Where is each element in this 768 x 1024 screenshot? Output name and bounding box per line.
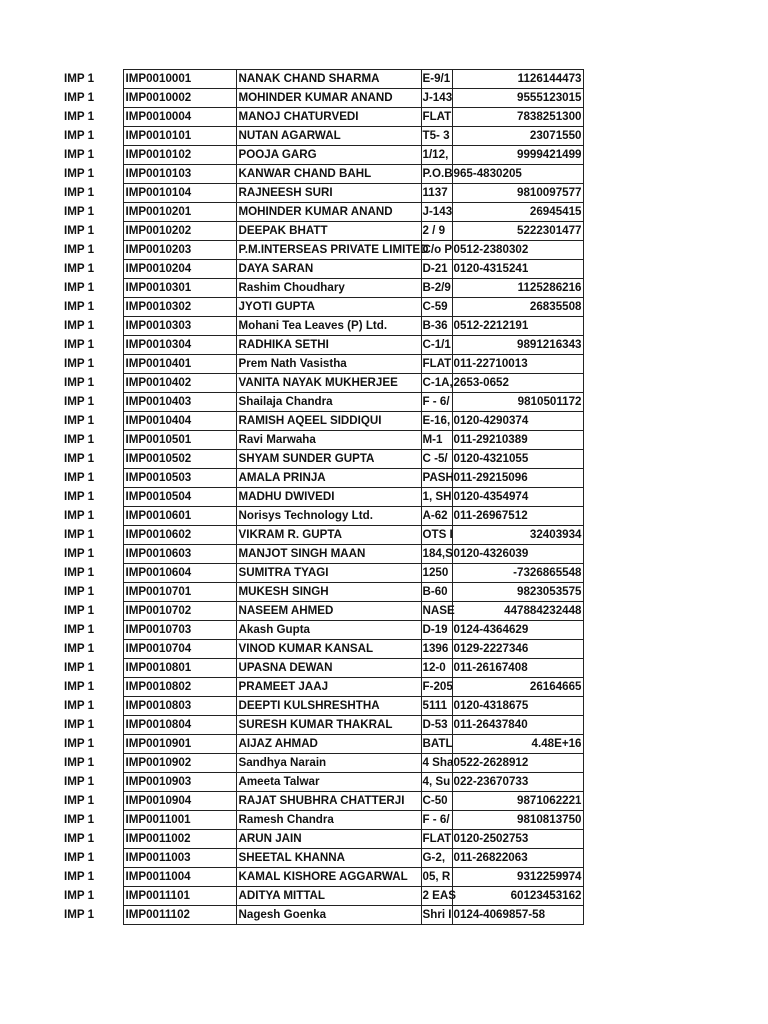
name-cell[interactable]: DEEPTI KULSHRESHTHA xyxy=(236,697,421,716)
table-row xyxy=(62,146,583,165)
phone-cell[interactable]: 0512-2212191 xyxy=(452,317,583,336)
name-cell[interactable]: Nagesh Goenka xyxy=(236,906,421,925)
code-cell[interactable]: IMP0010203 xyxy=(123,241,236,260)
table-row xyxy=(62,564,583,583)
code-cell[interactable]: IMP0010902 xyxy=(123,754,236,773)
name-cell[interactable]: Ramesh Chandra xyxy=(236,811,421,830)
zone-cell[interactable]: IMP 1 xyxy=(64,528,95,541)
address-cell[interactable]: A-62 xyxy=(421,507,452,526)
code-cell[interactable]: IMP0010501 xyxy=(123,431,236,450)
zone-cell[interactable]: IMP 1 xyxy=(64,851,95,864)
zone-cell[interactable]: IMP 1 xyxy=(64,376,95,389)
table-row xyxy=(62,602,583,621)
phone-cell[interactable]: 011-22710013 xyxy=(452,355,583,374)
address-cell[interactable]: 2 EAS xyxy=(421,887,452,906)
address-cell[interactable]: 12-0 xyxy=(421,659,452,678)
name-cell[interactable]: RAMISH AQEEL SIDDIQUI xyxy=(236,412,421,431)
zone-cell[interactable]: IMP 1 xyxy=(64,186,95,199)
phone-cell[interactable]: 011-26167408 xyxy=(452,659,583,678)
phone-cell[interactable]: 011-26822063 xyxy=(452,849,583,868)
zone-cell[interactable]: IMP 1 xyxy=(64,224,95,237)
zone-cell[interactable]: IMP 1 xyxy=(64,737,95,750)
address-cell[interactable]: P.O.B xyxy=(421,165,452,184)
phone-cell[interactable]: 4.48E+16 xyxy=(452,735,583,754)
name-cell[interactable]: SHEETAL KHANNA xyxy=(236,849,421,868)
table-row xyxy=(62,659,583,678)
code-cell[interactable]: IMP0010301 xyxy=(123,279,236,298)
table-row xyxy=(62,640,583,659)
code-cell[interactable]: IMP0010403 xyxy=(123,393,236,412)
zone-cell[interactable]: IMP 1 xyxy=(64,775,95,788)
zone-cell[interactable]: IMP 1 xyxy=(64,718,95,731)
address-cell[interactable]: E-9/1 xyxy=(421,70,452,89)
code-cell[interactable]: IMP0010503 xyxy=(123,469,236,488)
name-cell[interactable]: RAJAT SHUBHRA CHATTERJI xyxy=(236,792,421,811)
name-cell[interactable]: Rashim Choudhary xyxy=(236,279,421,298)
phone-cell[interactable]: 011-29215096 xyxy=(452,469,583,488)
table-row xyxy=(62,792,583,811)
address-cell[interactable]: C-1/1 xyxy=(421,336,452,355)
phone-cell[interactable]: 2653-0652 xyxy=(452,374,583,393)
name-cell[interactable]: MANOJ CHATURVEDI xyxy=(236,108,421,127)
code-cell[interactable]: IMP0010304 xyxy=(123,336,236,355)
code-cell[interactable]: IMP0010404 xyxy=(123,412,236,431)
zone-cell[interactable]: IMP 1 xyxy=(64,566,95,579)
name-cell[interactable]: PRAMEET JAAJ xyxy=(236,678,421,697)
code-cell[interactable]: IMP0010401 xyxy=(123,355,236,374)
address-cell[interactable]: 2 / 9 xyxy=(421,222,452,241)
table-row xyxy=(62,70,583,89)
code-cell[interactable]: IMP0010204 xyxy=(123,260,236,279)
address-cell[interactable]: C-1A, xyxy=(421,374,452,393)
phone-cell[interactable]: 0120-4321055 xyxy=(452,450,583,469)
zone-cell[interactable]: IMP 1 xyxy=(64,623,95,636)
records-table-body xyxy=(62,70,583,925)
name-cell[interactable]: DAYA SARAN xyxy=(236,260,421,279)
address-cell[interactable]: FLAT xyxy=(421,830,452,849)
name-cell[interactable]: RAJNEESH SURI xyxy=(236,184,421,203)
name-cell[interactable]: JYOTI GUPTA xyxy=(236,298,421,317)
phone-cell[interactable]: 0120-4318675 xyxy=(452,697,583,716)
zone-cell[interactable]: IMP 1 xyxy=(64,908,95,921)
name-cell[interactable]: Ameeta Talwar xyxy=(236,773,421,792)
address-cell[interactable]: F-205 xyxy=(421,678,452,697)
code-cell[interactable]: IMP0010802 xyxy=(123,678,236,697)
name-cell[interactable]: MOHINDER KUMAR ANAND xyxy=(236,203,421,222)
address-cell[interactable]: Shri I xyxy=(421,906,452,925)
name-cell[interactable]: AIJAZ AHMAD xyxy=(236,735,421,754)
address-cell[interactable]: B-2/9 xyxy=(421,279,452,298)
phone-cell[interactable]: 447884232448 xyxy=(452,602,583,621)
phone-cell[interactable]: 9810501172 xyxy=(452,393,583,412)
code-cell[interactable]: IMP0010101 xyxy=(123,127,236,146)
phone-cell[interactable]: 26164665 xyxy=(452,678,583,697)
table-row xyxy=(62,906,583,925)
zone-cell[interactable]: IMP 1 xyxy=(64,452,95,465)
zone-cell[interactable]: IMP 1 xyxy=(64,262,95,275)
code-cell[interactable]: IMP0010102 xyxy=(123,146,236,165)
code-cell[interactable]: IMP0010803 xyxy=(123,697,236,716)
address-cell[interactable]: OTS I xyxy=(421,526,452,545)
zone-cell[interactable]: IMP 1 xyxy=(64,604,95,617)
table-row xyxy=(62,355,583,374)
name-cell[interactable]: MANJOT SINGH MAAN xyxy=(236,545,421,564)
table-row xyxy=(62,621,583,640)
name-cell[interactable]: MOHINDER KUMAR ANAND xyxy=(236,89,421,108)
address-cell[interactable]: E-16, xyxy=(421,412,452,431)
address-cell[interactable]: NASE xyxy=(421,602,452,621)
zone-cell[interactable]: IMP 1 xyxy=(64,243,95,256)
address-cell[interactable]: C -5/ xyxy=(421,450,452,469)
name-cell[interactable]: KAMAL KISHORE AGGARWAL xyxy=(236,868,421,887)
phone-cell[interactable]: 23071550 xyxy=(452,127,583,146)
code-cell[interactable]: IMP0010504 xyxy=(123,488,236,507)
name-cell[interactable]: SURESH KUMAR THAKRAL xyxy=(236,716,421,735)
name-cell[interactable]: Sandhya Narain xyxy=(236,754,421,773)
code-cell[interactable]: IMP0010402 xyxy=(123,374,236,393)
zone-cell[interactable]: IMP 1 xyxy=(64,110,95,123)
phone-cell[interactable]: 965-4830205 xyxy=(452,165,583,184)
zone-cell[interactable]: IMP 1 xyxy=(64,547,95,560)
zone-cell[interactable]: IMP 1 xyxy=(64,642,95,655)
zone-cell[interactable]: IMP 1 xyxy=(64,395,95,408)
name-cell[interactable]: SHYAM SUNDER GUPTA xyxy=(236,450,421,469)
address-cell[interactable]: 184,S xyxy=(421,545,452,564)
phone-cell[interactable]: 9823053575 xyxy=(452,583,583,602)
code-cell[interactable]: IMP0010004 xyxy=(123,108,236,127)
zone-cell[interactable]: IMP 1 xyxy=(64,148,95,161)
table-row xyxy=(62,127,583,146)
records-table xyxy=(62,69,584,925)
zone-cell[interactable]: IMP 1 xyxy=(64,813,95,826)
phone-cell[interactable]: 011-29210389 xyxy=(452,431,583,450)
table-row xyxy=(62,317,583,336)
phone-cell[interactable]: 1126144473 xyxy=(452,70,583,89)
table-row xyxy=(62,583,583,602)
address-cell[interactable]: D-53 xyxy=(421,716,452,735)
table-row xyxy=(62,393,583,412)
address-cell[interactable]: 1, SH xyxy=(421,488,452,507)
phone-cell[interactable]: 9871062221 xyxy=(452,792,583,811)
zone-cell[interactable]: IMP 1 xyxy=(64,72,95,85)
name-cell[interactable]: DEEPAK BHATT xyxy=(236,222,421,241)
address-cell[interactable]: 4, Su xyxy=(421,773,452,792)
code-cell[interactable]: IMP0011004 xyxy=(123,868,236,887)
zone-cell[interactable]: IMP 1 xyxy=(64,281,95,294)
phone-cell[interactable]: 022-23670733 xyxy=(452,773,583,792)
address-cell[interactable]: 5111 xyxy=(421,697,452,716)
zone-cell[interactable]: IMP 1 xyxy=(64,338,95,351)
zone-cell[interactable]: IMP 1 xyxy=(64,91,95,104)
address-cell[interactable]: C-50 xyxy=(421,792,452,811)
code-cell[interactable]: IMP0010604 xyxy=(123,564,236,583)
code-cell[interactable]: IMP0010704 xyxy=(123,640,236,659)
table-row xyxy=(62,260,583,279)
code-cell[interactable]: IMP0010901 xyxy=(123,735,236,754)
table-row xyxy=(62,716,583,735)
table-row xyxy=(62,412,583,431)
name-cell[interactable]: Ravi Marwaha xyxy=(236,431,421,450)
phone-cell[interactable]: 9810097577 xyxy=(452,184,583,203)
table-row xyxy=(62,298,583,317)
phone-cell[interactable]: 011-26437840 xyxy=(452,716,583,735)
name-cell[interactable]: MADHU DWIVEDI xyxy=(236,488,421,507)
phone-cell[interactable]: 26835508 xyxy=(452,298,583,317)
address-cell[interactable]: J-143 xyxy=(421,89,452,108)
table-row xyxy=(62,165,583,184)
table-row xyxy=(62,887,583,906)
zone-cell[interactable]: IMP 1 xyxy=(64,490,95,503)
name-cell[interactable]: Prem Nath Vasistha xyxy=(236,355,421,374)
address-cell[interactable]: T5- 3 xyxy=(421,127,452,146)
phone-cell[interactable]: 0120-4290374 xyxy=(452,412,583,431)
table-row xyxy=(62,868,583,887)
name-cell[interactable]: ARUN JAIN xyxy=(236,830,421,849)
table-row xyxy=(62,450,583,469)
phone-cell[interactable]: 0120-4354974 xyxy=(452,488,583,507)
address-cell[interactable]: FLAT xyxy=(421,108,452,127)
table-row xyxy=(62,526,583,545)
zone-cell[interactable]: IMP 1 xyxy=(64,300,95,313)
table-row xyxy=(62,545,583,564)
name-cell[interactable]: Norisys Technology Ltd. xyxy=(236,507,421,526)
zone-cell[interactable]: IMP 1 xyxy=(64,661,95,674)
zone-cell[interactable]: IMP 1 xyxy=(64,414,95,427)
table-row xyxy=(62,108,583,127)
phone-cell[interactable]: -7326865548 xyxy=(452,564,583,583)
address-cell[interactable]: F - 6/ xyxy=(421,811,452,830)
name-cell[interactable]: UPASNA DEWAN xyxy=(236,659,421,678)
phone-cell[interactable]: 0129-2227346 xyxy=(452,640,583,659)
phone-cell[interactable]: 0120-4315241 xyxy=(452,260,583,279)
code-cell[interactable]: IMP0010104 xyxy=(123,184,236,203)
table-row xyxy=(62,773,583,792)
zone-cell[interactable]: IMP 1 xyxy=(64,319,95,332)
address-cell[interactable]: G-2, xyxy=(421,849,452,868)
name-cell[interactable]: KANWAR CHAND BAHL xyxy=(236,165,421,184)
name-cell[interactable]: MUKESH SINGH xyxy=(236,583,421,602)
address-cell[interactable]: 05, R xyxy=(421,868,452,887)
name-cell[interactable]: P.M.INTERSEAS PRIVATE LIMITED xyxy=(236,241,421,260)
code-cell[interactable]: IMP0010602 xyxy=(123,526,236,545)
address-cell[interactable]: 1396 xyxy=(421,640,452,659)
address-cell[interactable]: C/o P xyxy=(421,241,452,260)
phone-cell[interactable]: 0120-4326039 xyxy=(452,545,583,564)
table-row xyxy=(62,222,583,241)
phone-cell[interactable]: 26945415 xyxy=(452,203,583,222)
code-cell[interactable]: IMP0010502 xyxy=(123,450,236,469)
table-row xyxy=(62,507,583,526)
zone-cell[interactable]: IMP 1 xyxy=(64,129,95,142)
zone-cell[interactable]: IMP 1 xyxy=(64,680,95,693)
address-cell[interactable]: 1137 xyxy=(421,184,452,203)
table-row xyxy=(62,811,583,830)
table-row xyxy=(62,849,583,868)
address-cell[interactable]: 4 Sha xyxy=(421,754,452,773)
table-row xyxy=(62,203,583,222)
phone-cell[interactable]: 9810813750 xyxy=(452,811,583,830)
phone-cell[interactable]: 0522-2628912 xyxy=(452,754,583,773)
phone-cell[interactable]: 5222301477 xyxy=(452,222,583,241)
table-row xyxy=(62,431,583,450)
code-cell[interactable]: IMP0010001 xyxy=(123,70,236,89)
name-cell[interactable]: Akash Gupta xyxy=(236,621,421,640)
code-cell[interactable]: IMP0011003 xyxy=(123,849,236,868)
zone-cell[interactable]: IMP 1 xyxy=(64,889,95,902)
table-row xyxy=(62,678,583,697)
zone-cell[interactable]: IMP 1 xyxy=(64,433,95,446)
phone-cell[interactable]: 011-26967512 xyxy=(452,507,583,526)
code-cell[interactable]: IMP0010601 xyxy=(123,507,236,526)
table-row xyxy=(62,89,583,108)
address-cell[interactable]: PASH xyxy=(421,469,452,488)
address-cell[interactable]: J-143 xyxy=(421,203,452,222)
address-cell[interactable]: 1250 xyxy=(421,564,452,583)
name-cell[interactable]: RADHIKA SETHI xyxy=(236,336,421,355)
code-cell[interactable]: IMP0010801 xyxy=(123,659,236,678)
name-cell[interactable]: VIKRAM R. GUPTA xyxy=(236,526,421,545)
code-cell[interactable]: IMP0010903 xyxy=(123,773,236,792)
phone-cell[interactable]: 1125286216 xyxy=(452,279,583,298)
code-cell[interactable]: IMP0011002 xyxy=(123,830,236,849)
address-cell[interactable]: B-60 xyxy=(421,583,452,602)
phone-cell[interactable]: 0124-4069857-58 xyxy=(452,906,583,925)
phone-cell[interactable]: 0124-4364629 xyxy=(452,621,583,640)
zone-cell[interactable]: IMP 1 xyxy=(64,167,95,180)
zone-cell[interactable]: IMP 1 xyxy=(64,794,95,807)
code-cell[interactable]: IMP0010303 xyxy=(123,317,236,336)
table-row xyxy=(62,830,583,849)
name-cell[interactable]: VINOD KUMAR KANSAL xyxy=(236,640,421,659)
address-cell[interactable]: D-21 xyxy=(421,260,452,279)
name-cell[interactable]: Mohani Tea Leaves (P) Ltd. xyxy=(236,317,421,336)
table-row xyxy=(62,488,583,507)
zone-cell[interactable]: IMP 1 xyxy=(64,870,95,883)
name-cell[interactable]: VANITA NAYAK MUKHERJEE xyxy=(236,374,421,393)
code-cell[interactable]: IMP0010202 xyxy=(123,222,236,241)
address-cell[interactable]: FLAT xyxy=(421,355,452,374)
table-row xyxy=(62,279,583,298)
name-cell[interactable]: NANAK CHAND SHARMA xyxy=(236,70,421,89)
name-cell[interactable]: NASEEM AHMED xyxy=(236,602,421,621)
zone-cell[interactable]: IMP 1 xyxy=(64,832,95,845)
name-cell[interactable]: AMALA PRINJA xyxy=(236,469,421,488)
code-cell[interactable]: IMP0010703 xyxy=(123,621,236,640)
zone-cell[interactable]: IMP 1 xyxy=(64,357,95,370)
phone-cell[interactable]: 9999421499 xyxy=(452,146,583,165)
code-cell[interactable]: IMP0011001 xyxy=(123,811,236,830)
name-cell[interactable]: POOJA GARG xyxy=(236,146,421,165)
phone-cell[interactable]: 9891216343 xyxy=(452,336,583,355)
address-cell[interactable]: C-59 xyxy=(421,298,452,317)
code-cell[interactable]: IMP0011101 xyxy=(123,887,236,906)
address-cell[interactable]: F - 6/ xyxy=(421,393,452,412)
table-row xyxy=(62,697,583,716)
address-cell[interactable]: 1/12, xyxy=(421,146,452,165)
table-row xyxy=(62,469,583,488)
name-cell[interactable]: NUTAN AGARWAL xyxy=(236,127,421,146)
address-cell[interactable]: M-1 xyxy=(421,431,452,450)
code-cell[interactable]: IMP0010702 xyxy=(123,602,236,621)
zone-cell[interactable]: IMP 1 xyxy=(64,699,95,712)
table-row xyxy=(62,241,583,260)
zone-cell[interactable]: IMP 1 xyxy=(64,756,95,769)
table-row xyxy=(62,184,583,203)
code-cell[interactable]: IMP0010904 xyxy=(123,792,236,811)
name-cell[interactable]: Shailaja Chandra xyxy=(236,393,421,412)
phone-cell[interactable]: 32403934 xyxy=(452,526,583,545)
address-cell[interactable]: D-19 xyxy=(421,621,452,640)
code-cell[interactable]: IMP0010701 xyxy=(123,583,236,602)
table-row xyxy=(62,336,583,355)
address-cell[interactable]: BATL xyxy=(421,735,452,754)
table-row xyxy=(62,735,583,754)
code-cell[interactable]: IMP0010103 xyxy=(123,165,236,184)
table-row xyxy=(62,374,583,393)
zone-cell[interactable]: IMP 1 xyxy=(64,585,95,598)
code-cell[interactable]: IMP0010804 xyxy=(123,716,236,735)
phone-cell[interactable]: 7838251300 xyxy=(452,108,583,127)
phone-cell[interactable]: 9312259974 xyxy=(452,868,583,887)
phone-cell[interactable]: 0512-2380302 xyxy=(452,241,583,260)
code-cell[interactable]: IMP0010002 xyxy=(123,89,236,108)
code-cell[interactable]: IMP0010603 xyxy=(123,545,236,564)
zone-cell[interactable]: IMP 1 xyxy=(64,509,95,522)
code-cell[interactable]: IMP0011102 xyxy=(123,906,236,925)
name-cell[interactable]: SUMITRA TYAGI xyxy=(236,564,421,583)
code-cell[interactable]: IMP0010302 xyxy=(123,298,236,317)
address-cell[interactable]: B-36 xyxy=(421,317,452,336)
table-row xyxy=(62,754,583,773)
phone-cell[interactable]: 0120-2502753 xyxy=(452,830,583,849)
zone-cell[interactable]: IMP 1 xyxy=(64,471,95,484)
phone-cell[interactable]: 9555123015 xyxy=(452,89,583,108)
code-cell[interactable]: IMP0010201 xyxy=(123,203,236,222)
phone-cell[interactable]: 60123453162 xyxy=(452,887,583,906)
zone-cell[interactable]: IMP 1 xyxy=(64,205,95,218)
name-cell[interactable]: ADITYA MITTAL xyxy=(236,887,421,906)
